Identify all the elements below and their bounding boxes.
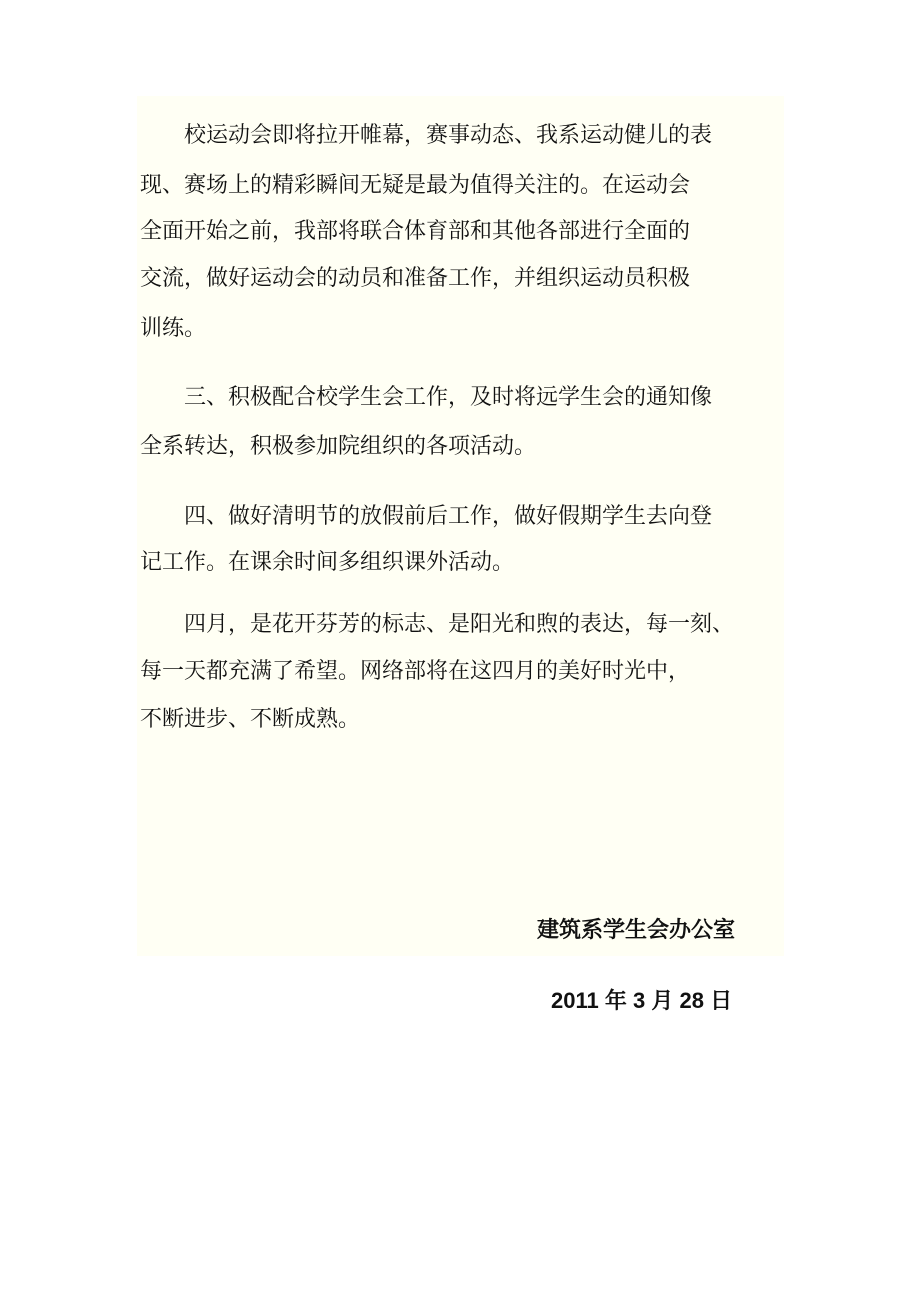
date-year: 2011 <box>551 988 599 1013</box>
paragraph-1-line-5: 训练。 <box>140 316 207 341</box>
paragraph-3-line-2: 记工作。在课余时间多组织课外活动。 <box>140 550 515 575</box>
paragraph-2-line-1: 三、积极配合校学生会工作，及时将远学生会的通知像 <box>140 385 713 410</box>
date-year-unit: 年 <box>604 988 627 1013</box>
paragraph-1-line-2: 现、赛场上的精彩瞬间无疑是最为值得关注的。在运动会 <box>140 173 691 198</box>
date-day: 28 <box>679 988 704 1013</box>
paragraph-4-line-3: 不断进步、不断成熟。 <box>140 707 361 732</box>
date-month: 3 <box>633 988 646 1013</box>
paragraph-3-line-1: 四、做好清明节的放假前后工作，做好假期学生去向登 <box>140 504 713 529</box>
paragraph-4-line-2: 每一天都充满了希望。网络部将在这四月的美好时光中， <box>140 659 691 684</box>
paragraph-1-line-1: 校运动会即将拉开帷幕，赛事动态、我系运动健儿的表 <box>140 123 713 148</box>
date-day-unit: 日 <box>710 988 733 1013</box>
paragraph-2-line-2: 全系转达，积极参加院组织的各项活动。 <box>140 434 537 459</box>
signature: 建筑系学生会办公室 <box>537 918 736 943</box>
paragraph-4-line-1: 四月，是花开芬芳的标志、是阳光和煦的表达，每一刻、 <box>140 612 735 637</box>
paragraph-1-line-3: 全面开始之前，我部将联合体育部和其他各部进行全面的 <box>140 219 691 244</box>
paragraph-1-line-4: 交流，做好运动会的动员和准备工作，并组织运动员积极 <box>140 266 691 291</box>
date-month-unit: 月 <box>651 988 674 1013</box>
letter-date <box>551 986 732 1016</box>
